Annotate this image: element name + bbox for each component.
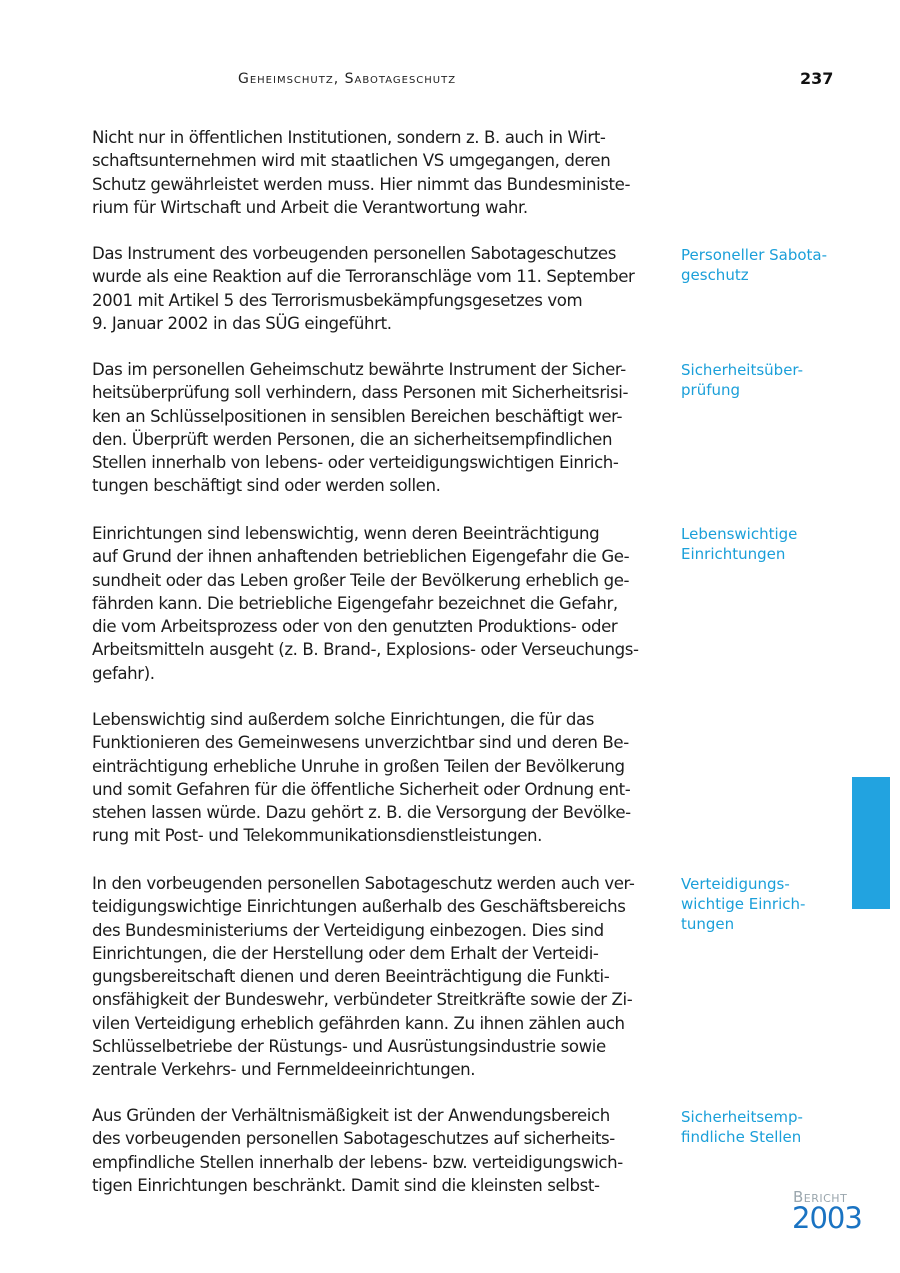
paragraph-5	[92, 708, 664, 848]
paragraph-line: die vom Arbeitsprozess oder von den genutzten Produktions- oder	[92, 617, 618, 637]
paragraph-line: empfindliche Stellen innerhalb der lebens- bzw. verteidigungswich-	[92, 1152, 623, 1172]
paragraph-line: rium für Wirtschaft und Arbeit die Verantwortung wahr.	[92, 197, 528, 217]
paragraph-line: Nicht nur in öffentlichen Institutionen, sondern z. B. auch in Wirt-	[92, 128, 606, 147]
paragraph-line: sundheit oder das Leben großer Teile der Bevölkerung erheblich ge-	[92, 570, 630, 590]
paragraph-line: Einrichtungen sind lebenswichtig, wenn deren Beeinträchtigung	[92, 524, 600, 543]
paragraph-line: Lebenswichtig sind außerdem solche Einrichtungen, die für das	[92, 710, 595, 729]
paragraph-line: wurde als eine Reaktion auf die Terroranschläge vom 11. September	[92, 267, 635, 287]
paragraph-line: Aus Gründen der Verhältnismäßigkeit ist der Anwendungsbereich	[92, 1106, 610, 1125]
paragraph-line: des Bundesministeriums der Verteidigung einbezogen. Dies sind	[92, 920, 604, 940]
paragraph-line: fährden kann. Die betriebliche Eigengefahr bezeichnet die Gefahr,	[92, 593, 618, 613]
paragraph-line: vilen Verteidigung erheblich gefährden kann. Zu ihnen zählen auch	[92, 1013, 625, 1033]
report-label: Bericht	[793, 1188, 848, 1206]
paragraph-line: Das im personellen Geheimschutz bewährte Instrument der Sicher-	[92, 360, 626, 379]
paragraph-3	[92, 358, 664, 498]
paragraph-line: teidigungswichtige Einrichtungen außerhalb des Geschäftsbereichs	[92, 897, 626, 917]
paragraph-line: zentrale Verkehrs- und Fernmeldeeinrichtungen.	[92, 1060, 476, 1080]
paragraph-line: Schlüsselbetriebe der Rüstungs- und Ausrüstungsindustrie sowie	[92, 1037, 606, 1057]
paragraph-line: Arbeitsmitteln ausgeht (z. B. Brand-, Explosions- oder Verseuchungs-	[92, 640, 639, 660]
page-number: 237	[800, 69, 834, 88]
paragraph-line: Stellen innerhalb von lebens- oder verteidigungswichtigen Einrich-	[92, 453, 619, 473]
paragraph-line: Das Instrument des vorbeugenden personellen Sabotageschutzes	[92, 244, 616, 263]
margin-note-line: Sicherheitsemp-	[681, 1108, 803, 1126]
margin-note-lebenswichtige-einrichtungen	[681, 524, 841, 564]
paragraph-line: stehen lassen würde. Dazu gehört z. B. die Versorgung der Bevölke-	[92, 803, 631, 823]
paragraph-line: onsfähigkeit der Bundeswehr, verbündeter Streitkräfte sowie der Zi-	[92, 990, 633, 1010]
chapter-tab-marker	[852, 777, 890, 909]
paragraph-line: den. Überprüft werden Personen, die an sicherheitsempfindlichen	[92, 429, 613, 449]
paragraph-line: Einrichtungen, die der Herstellung oder dem Erhalt der Verteidi-	[92, 943, 599, 963]
margin-note-line: Lebenswichtige	[681, 525, 798, 543]
margin-note-line: tungen	[681, 915, 735, 933]
paragraph-line: einträchtigung erhebliche Unruhe in großen Teilen der Bevölkerung	[92, 756, 625, 776]
paragraph-1	[92, 126, 664, 219]
margin-note-personeller-sabotageschutz	[681, 245, 841, 285]
paragraph-2	[92, 242, 664, 335]
margin-note-line: Sicherheitsüber-	[681, 361, 804, 379]
margin-note-line: Verteidigungs-	[681, 875, 790, 893]
margin-note-line: geschutz	[681, 266, 749, 284]
paragraph-line: heitsüberprüfung soll verhindern, dass Personen mit Sicherheitsrisi-	[92, 383, 629, 403]
paragraph-4	[92, 522, 664, 685]
margin-note-line: wichtige Einrich-	[681, 895, 806, 913]
paragraph-line: Funktionieren des Gemeinwesens unverzichtbar sind und deren Be-	[92, 733, 629, 753]
paragraph-line: gefahr).	[92, 663, 155, 683]
paragraph-6	[92, 872, 664, 1082]
paragraph-line: 9. Januar 2002 in das SÜG eingeführt.	[92, 313, 392, 333]
paragraph-line: schaftsunternehmen wird mit staatlichen VS umgegangen, deren	[92, 151, 611, 171]
paragraph-line: rung mit Post- und Telekommunikationsdienstleistungen.	[92, 826, 543, 846]
paragraph-line: gungsbereitschaft dienen und deren Beeinträchtigung die Funkti-	[92, 967, 610, 987]
paragraph-line: und somit Gefahren für die öffentliche Sicherheit oder Ordnung ent-	[92, 779, 631, 799]
paragraph-line: In den vorbeugenden personellen Sabotageschutz werden auch ver-	[92, 874, 635, 893]
margin-note-line: Personeller Sabota-	[681, 246, 828, 264]
margin-note-line: prüfung	[681, 381, 741, 399]
margin-note-verteidigungswichtige-einrichtungen	[681, 874, 841, 934]
paragraph-line: tigen Einrichtungen beschränkt. Damit sind die kleinsten selbst-	[92, 1175, 600, 1195]
paragraph-line: 2001 mit Artikel 5 des Terrorismusbekämpfungsgesetzes vom	[92, 290, 583, 310]
paragraph-line: Schutz gewährleistet werden muss. Hier nimmt das Bundesministe-	[92, 174, 631, 194]
paragraph-line: tungen beschäftigt sind oder werden sollen.	[92, 476, 441, 496]
margin-note-sicherheitsueberpruefung	[681, 360, 841, 400]
margin-note-line: findliche Stellen	[681, 1128, 802, 1146]
running-header-title: Geheimschutz, Sabotageschutz	[238, 71, 457, 87]
margin-note-sicherheitsempfindliche-stellen	[681, 1107, 841, 1147]
paragraph-line: ken an Schlüsselpositionen in sensiblen Bereichen beschäftigt wer-	[92, 406, 623, 426]
paragraph-line: des vorbeugenden personellen Sabotageschutzes auf sicherheits-	[92, 1129, 615, 1149]
margin-note-line: Einrichtungen	[681, 545, 786, 563]
report-year: 2003	[792, 1201, 862, 1235]
paragraph-line: auf Grund der ihnen anhaftenden betrieblichen Eigengefahr die Ge-	[92, 547, 630, 567]
paragraph-7	[92, 1104, 664, 1197]
